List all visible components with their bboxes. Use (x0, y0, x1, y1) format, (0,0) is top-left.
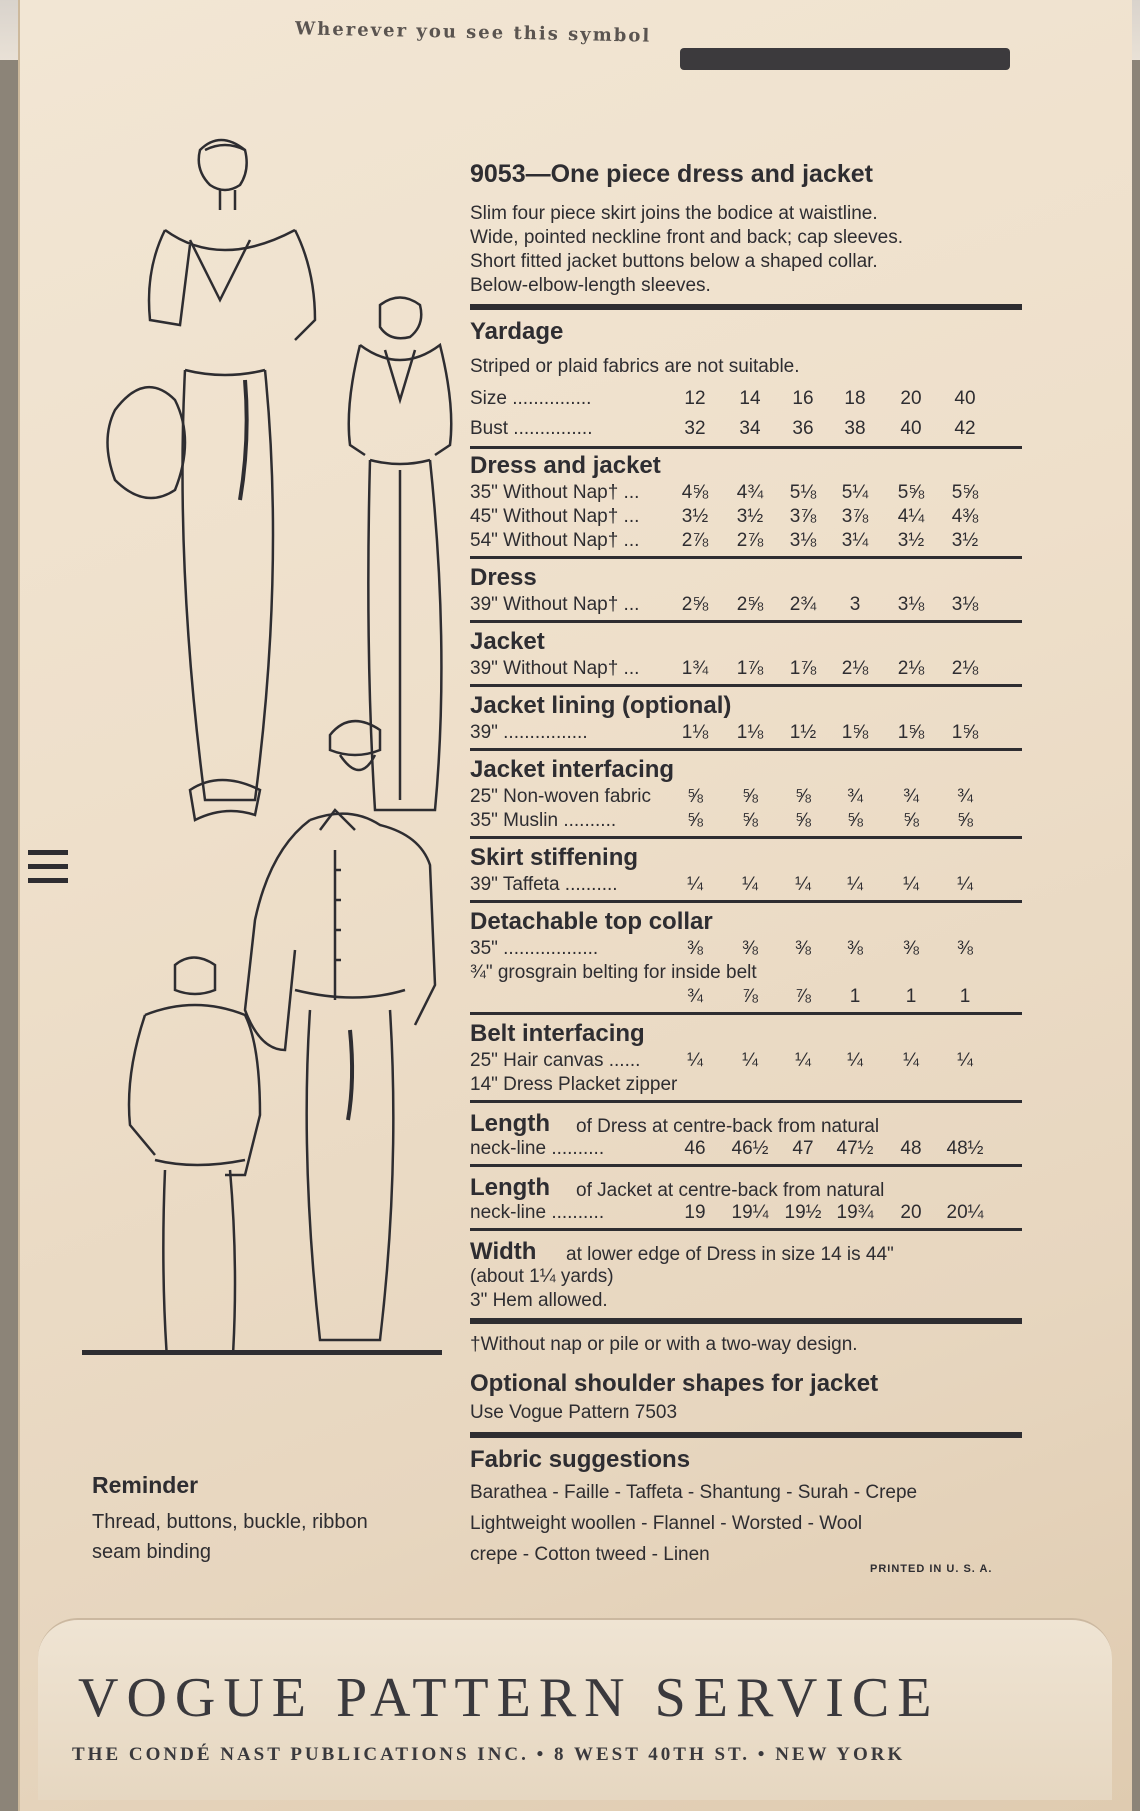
description-line: Slim four piece skirt joins the bodice at waistline. (470, 203, 878, 224)
yardage-value: ⅜ (903, 938, 919, 959)
length-jacket-value: 20¼ (946, 1202, 984, 1223)
size-value: 40 (954, 388, 976, 409)
yardage-value: ¾ (687, 986, 703, 1007)
yardage-value: ¼ (957, 874, 973, 895)
bust-value: 40 (900, 418, 922, 439)
yardage-value: ¼ (687, 874, 703, 895)
yardage-value: 3½ (736, 506, 764, 527)
length-dress-value: 46½ (731, 1138, 769, 1159)
yardage-value: ¼ (742, 1050, 758, 1071)
divider (470, 556, 1022, 559)
yardage-value: 4¾ (736, 482, 764, 503)
yardage-value: ⅝ (687, 810, 703, 831)
yardage-value: 5¼ (841, 482, 869, 503)
divider (470, 1432, 1022, 1438)
size-value: 16 (792, 388, 814, 409)
yardage-value: 4⅝ (681, 482, 709, 503)
left-divider (82, 1350, 442, 1355)
divider (470, 620, 1022, 623)
bust-value: 38 (844, 418, 866, 439)
yardage-value: ⅜ (742, 938, 758, 959)
length-jacket-value: 19½ (784, 1202, 822, 1223)
reminder-line: seam binding (92, 1541, 211, 1563)
row-label: 25" Hair canvas ...... (470, 1050, 641, 1071)
section-heading: Belt interfacing (470, 1020, 645, 1047)
yardage-value: 3⅛ (951, 594, 979, 615)
yardage-value: ⅝ (742, 810, 758, 831)
pattern-title: 9053—One piece dress and jacket (470, 160, 873, 188)
yardage-value: 4⅜ (951, 506, 979, 527)
yardage-value: 3½ (897, 530, 925, 551)
yardage-value: 5⅝ (951, 482, 979, 503)
publisher-address: THE CONDÉ NAST PUBLICATIONS INC. • 8 WEST 40TH ST. • NEW YORK (72, 1744, 906, 1765)
yardage-value: 1⅞ (736, 658, 764, 679)
section-heading: Skirt stiffening (470, 844, 639, 871)
dress-front-figure (108, 140, 316, 800)
section-heading: Jacket lining (optional) (470, 692, 732, 719)
description-line: Below-elbow-length sleeves. (470, 275, 711, 296)
yardage-value: ¼ (795, 1050, 811, 1071)
yardage-value: 1 (849, 986, 861, 1007)
length-dress-heading: Length (470, 1110, 550, 1137)
divider (470, 900, 1022, 903)
yardage-value: 3½ (951, 530, 979, 551)
bust-value: 32 (684, 418, 706, 439)
bust-value: 34 (739, 418, 761, 439)
reminder-block (92, 1472, 368, 1567)
size-value: 14 (739, 388, 761, 409)
fabric-heading: Fabric suggestions (470, 1446, 691, 1473)
yardage-value: 3¼ (841, 530, 869, 551)
shoulder-heading: Optional shoulder shapes for jacket (470, 1370, 879, 1397)
bust-label: Bust ............... (470, 418, 593, 439)
section-heading: Dress and jacket (470, 452, 661, 479)
bust-value: 42 (954, 418, 976, 439)
divider (470, 1012, 1022, 1015)
yardage-value: 3⅛ (789, 530, 817, 551)
fashion-illustrations (95, 130, 455, 1350)
reminder-heading: Reminder (92, 1472, 199, 1498)
length-jacket-text: of Jacket at centre-back from natural (576, 1180, 885, 1201)
yardage-value: ⅝ (957, 810, 973, 831)
row-label: 39" Without Nap† ... (470, 658, 640, 679)
size-label: Size ............... (470, 388, 592, 409)
description-line: Wide, pointed neckline front and back; cap sleeves. (470, 227, 904, 248)
row-label: 45" Without Nap† ... (470, 506, 640, 527)
size-value: 18 (844, 388, 866, 409)
row-label: 35" Muslin .......... (470, 810, 617, 831)
edge-bars (28, 850, 68, 892)
width-text: at lower edge of Dress in size 14 is 44" (566, 1244, 894, 1265)
yardage-value: 1⅝ (841, 722, 869, 743)
yardage-value: ¼ (687, 1050, 703, 1071)
divider (470, 836, 1022, 839)
yardage-value: 1⅛ (681, 722, 709, 743)
divider (470, 304, 1022, 310)
yardage-value: 2⅛ (897, 658, 925, 679)
length-jacket-value: 19 (684, 1202, 706, 1223)
yardage-value: ⅞ (742, 986, 758, 1007)
brand-name: VOGUE PATTERN SERVICE (78, 1667, 940, 1729)
length-dress-label: neck-line .......... (470, 1138, 605, 1159)
yardage-value: 1 (905, 986, 917, 1007)
divider (470, 1318, 1022, 1324)
section-heading: Dress (470, 564, 537, 591)
length-jacket-value: 20 (900, 1202, 922, 1223)
row-label: 39" Without Nap† ... (470, 594, 640, 615)
length-dress-value: 48 (900, 1138, 922, 1159)
divider (470, 748, 1022, 751)
yardage-value: ⅝ (903, 810, 919, 831)
yardage-value: 1 (959, 986, 971, 1007)
yardage-value: 3½ (681, 506, 709, 527)
yardage-value: 1⅛ (736, 722, 764, 743)
fabric-line: Lightweight woollen - Flannel - Worsted - Wool (470, 1513, 863, 1534)
yardage-value: 1½ (789, 722, 817, 743)
bust-value: 36 (792, 418, 814, 439)
row-label: 39" ................ (470, 722, 588, 743)
yardage-value: 5⅝ (897, 482, 925, 503)
yardage-value: ¼ (742, 874, 758, 895)
length-dress-text: of Dress at centre-back from natural (576, 1116, 880, 1137)
divider (470, 1100, 1022, 1103)
width-heading: Width (470, 1238, 537, 1265)
length-dress-value: 47½ (836, 1138, 874, 1159)
footer-banner (38, 1618, 1112, 1800)
divider (470, 1228, 1022, 1231)
yardage-value: 3⅞ (789, 506, 817, 527)
length-dress-value: 46 (684, 1138, 706, 1159)
yardage-value: ¼ (903, 874, 919, 895)
yardage-heading: Yardage (470, 318, 564, 345)
yardage-value: ⅜ (957, 938, 973, 959)
yardage-value: ⅜ (687, 938, 703, 959)
nap-note: †Without nap or pile or with a two-way design. (470, 1334, 858, 1355)
yardage-value: ¼ (957, 1050, 973, 1071)
yardage-value: 1⅞ (789, 658, 817, 679)
length-dress-value: 48½ (946, 1138, 984, 1159)
top-symbol-bar (680, 48, 1010, 70)
section-heading: Jacket (470, 628, 545, 655)
yardage-value: ¼ (795, 874, 811, 895)
yardage-value: 1⅝ (951, 722, 979, 743)
yardage-value: 2⅝ (736, 594, 764, 615)
jacket-back-figure (129, 958, 260, 1351)
length-dress-value: 47 (792, 1138, 814, 1159)
row-label: 14" Dress Placket zipper (470, 1074, 678, 1095)
yardage-value: ¼ (847, 874, 863, 895)
yardage-value: ⅞ (795, 986, 811, 1007)
width-line: 3" Hem allowed. (470, 1290, 608, 1311)
jacket-front-figure (245, 721, 435, 1340)
row-label: 35" Without Nap† ... (470, 482, 640, 503)
fabric-line: crepe - Cotton tweed - Linen (470, 1544, 710, 1565)
size-value: 12 (684, 388, 706, 409)
yardage-value: ⅜ (795, 938, 811, 959)
row-label: 35" .................. (470, 938, 599, 959)
length-jacket-value: 19¼ (731, 1202, 769, 1223)
section-heading: Jacket interfacing (470, 756, 675, 783)
yardage-value: ⅝ (742, 786, 758, 807)
yardage-value: ¼ (903, 1050, 919, 1071)
row-label: 54" Without Nap† ... (470, 530, 640, 551)
yardage-value: ¼ (847, 1050, 863, 1071)
divider (470, 684, 1022, 687)
yardage-value: 3⅛ (897, 594, 925, 615)
yardage-value: ¾ (847, 786, 863, 807)
yardage-value: ⅝ (795, 786, 811, 807)
yardage-value: 2⅝ (681, 594, 709, 615)
shoulder-text: Use Vogue Pattern 7503 (470, 1402, 678, 1423)
reminder-line: Thread, buttons, buckle, ribbon (92, 1511, 368, 1533)
yardage-value: 4¼ (897, 506, 925, 527)
yardage-value: ⅝ (687, 786, 703, 807)
yardage-note: Striped or plaid fabrics are not suitable. (470, 356, 800, 377)
yardage-value: 3 (849, 594, 861, 615)
yardage-value: ⅝ (795, 810, 811, 831)
yardage-value: 3⅞ (841, 506, 869, 527)
width-line: (about 1¼ yards) (470, 1266, 614, 1287)
section-heading: Detachable top collar (470, 908, 713, 935)
description-line: Short fitted jacket buttons below a shaped collar. (470, 251, 878, 272)
printed-note: PRINTED IN U. S. A. (870, 1563, 993, 1575)
top-note: Wherever you see this symbol (294, 18, 652, 47)
length-jacket-label: neck-line .......... (470, 1202, 605, 1223)
yardage-value: 5⅛ (789, 482, 817, 503)
row-label: ¾" grosgrain belting for inside belt (470, 962, 757, 983)
yardage-value: ¾ (957, 786, 973, 807)
yardage-value: ⅜ (847, 938, 863, 959)
yardage-value: 2¾ (789, 594, 817, 615)
row-label: 25" Non-woven fabric (470, 786, 652, 807)
row-label: 39" Taffeta .......... (470, 874, 618, 895)
length-jacket-heading: Length (470, 1174, 550, 1201)
yardage-value: 1¾ (681, 658, 709, 679)
yardage-value: ¾ (903, 786, 919, 807)
divider (470, 446, 1022, 449)
yardage-value: 2⅛ (951, 658, 979, 679)
yardage-value: 2⅞ (681, 530, 709, 551)
fabric-line: Barathea - Faille - Taffeta - Shantung - Surah - Crepe (470, 1482, 918, 1503)
yardage-value: 2⅞ (736, 530, 764, 551)
length-jacket-value: 19¾ (836, 1202, 874, 1223)
size-value: 20 (900, 388, 922, 409)
dress-back-figure (349, 298, 452, 811)
yardage-value: 2⅛ (841, 658, 869, 679)
yardage-value: ⅝ (847, 810, 863, 831)
divider (470, 1164, 1022, 1167)
yardage-value: 1⅝ (897, 722, 925, 743)
